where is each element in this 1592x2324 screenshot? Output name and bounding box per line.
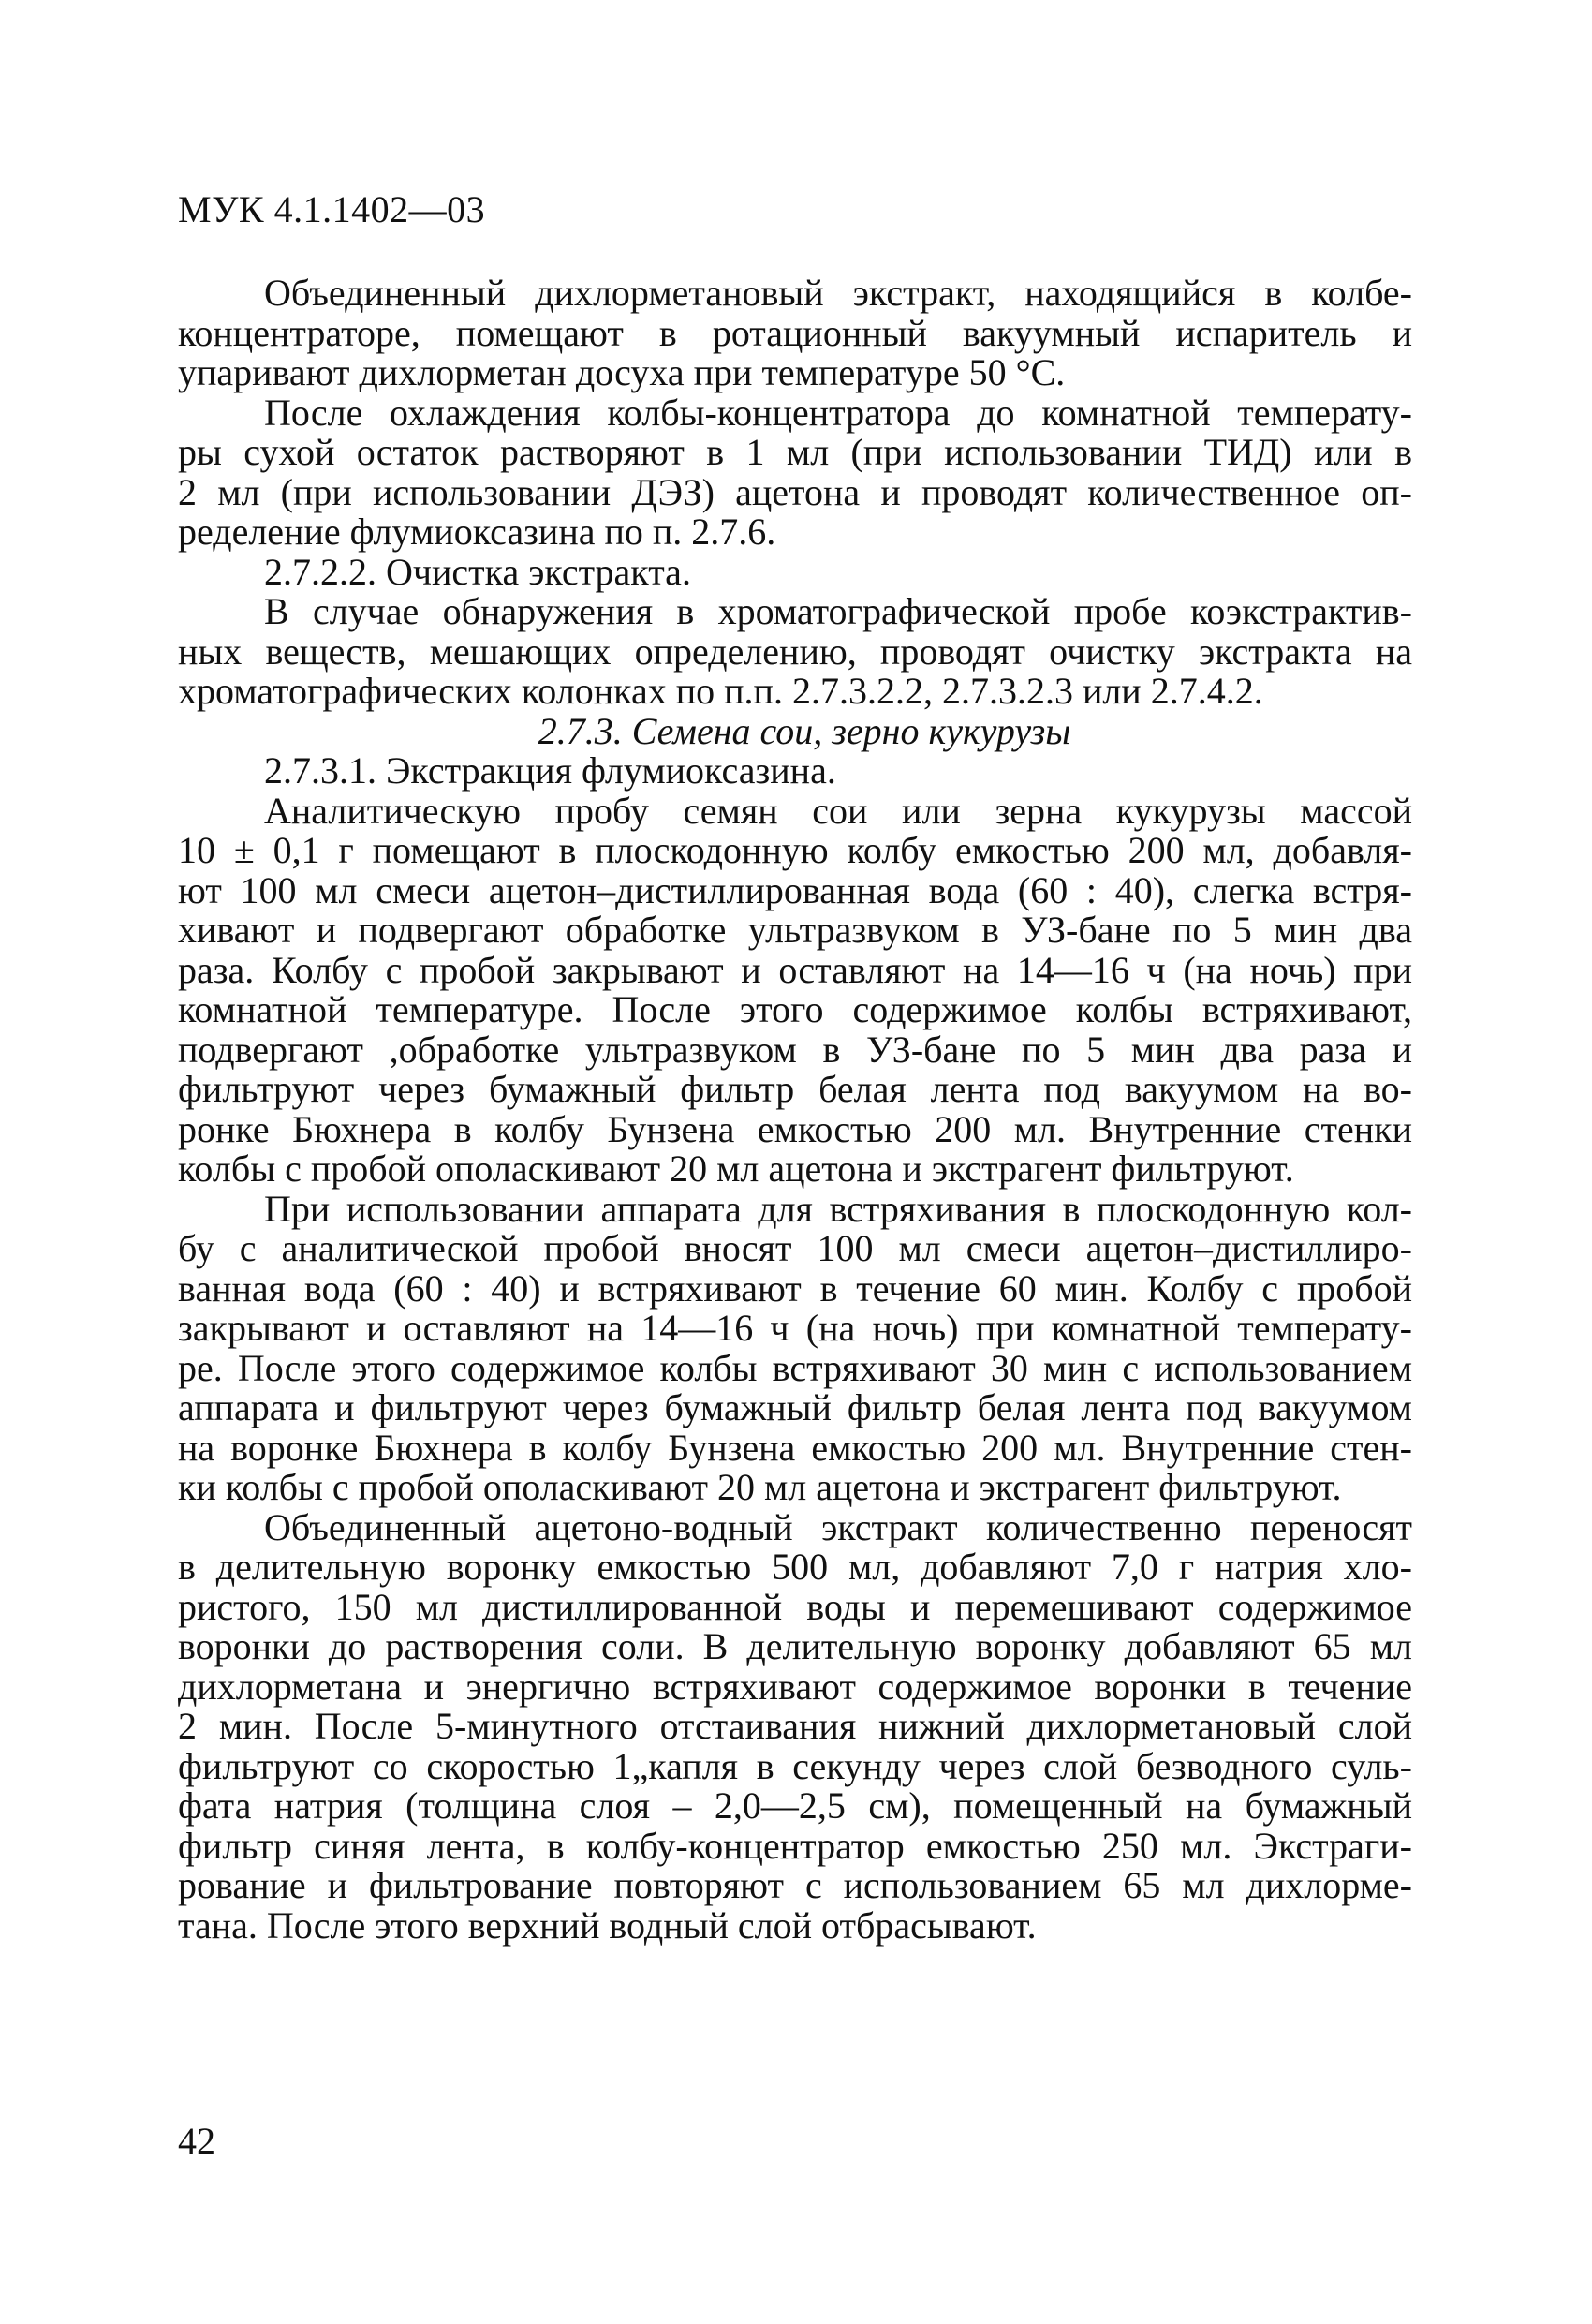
- paragraph: [178, 1505, 1412, 1947]
- text-line: ных веществ, мешающих определению, проводят очистку экстракта на: [178, 629, 1412, 673]
- text-line: 2.7.2.2. Очистка экстракта.: [264, 550, 691, 593]
- text-line: ры сухой остаток растворяют в 1 мл (при использовании ТИД) или в: [178, 431, 1412, 473]
- text-line: 2 мин. После 5-минутного отстаивания нижний дихлорметановый слой: [178, 1705, 1412, 1747]
- text-line: Объединенный ацетоно-водный экстракт количественно переносят: [264, 1505, 1412, 1548]
- page-number: 42: [178, 2120, 215, 2162]
- text-line: хивают и подвергают обработке ультразвуком в УЗ-бане по 5 мин два: [178, 909, 1412, 951]
- text-line: на воронке Бюхнера в колбу Бунзена емкостью 200 мл. Внутренние стен-: [178, 1426, 1412, 1469]
- text-line: колбы с пробой ополаскивают 20 мл ацетона и экстрагент фильтруют.: [178, 1147, 1294, 1190]
- text-line: бу с аналитической пробой вносят 100 мл смеси ацетон–дистиллиро-: [178, 1227, 1412, 1269]
- text-line: закрывают и оставляют на 14—16 ч (на ночь) при комнатной температу-: [178, 1307, 1412, 1349]
- text-line: в делительную воронку емкостью 500 мл, добавляют 7,0 г натрия хло-: [178, 1546, 1412, 1588]
- text-line: ванная вода (60 : 40) и встряхивают в течение 60 мин. Колбу с пробой: [178, 1266, 1412, 1310]
- text-line: Аналитическую пробу семян сои или зерна кукурузы массой: [264, 789, 1412, 832]
- text-line: фата натрия (толщина слоя – 2,0—2,5 см), помещенный на бумажный: [178, 1784, 1412, 1827]
- text-line: тана. После этого верхний водный слой отбрасывают.: [178, 1903, 1037, 1947]
- text-line: дихлорметана и энергично встряхивают содержимое воронки в течение: [178, 1665, 1412, 1708]
- text-line: фильтр синяя лента, в колбу-концентратор емкостью 250 мл. Экстраги-: [178, 1824, 1412, 1867]
- paragraph: [178, 592, 1412, 712]
- subsection-title: [178, 751, 1412, 792]
- text-line: ронке Бюхнера в колбу Бунзена емкостью 200 мл. Внутренние стенки: [178, 1107, 1412, 1150]
- text-line: ределение флумиоксазина по п. 2.7.6.: [178, 511, 776, 553]
- text-line: раза. Колбу с пробой закрывают и оставляют на 14—16 ч (на ночь) при: [178, 948, 1412, 991]
- text-line: ристого, 150 мл дистиллированной воды и перемешивают содержимое: [178, 1585, 1412, 1628]
- text-line: рование и фильтрование повторяют с использованием 65 мл дихлорме-: [178, 1864, 1412, 1906]
- section-heading: 2.7.3. Семена сои, зерно кукурузы: [538, 709, 1071, 752]
- text-line: хроматографических колонках по п.п. 2.7.3.2.2, 2.7.3.2.3 или 2.7.4.2.: [178, 670, 1263, 712]
- text-line: После охлаждения колбы-концентратора до комнатной температу-: [264, 391, 1412, 434]
- paragraph: [178, 1187, 1412, 1508]
- document-code: МУК 4.1.1402—03: [178, 188, 486, 230]
- document-body: [178, 274, 1412, 1946]
- text-line: упаривают дихлорметан досуха при температуре 50 °С.: [178, 351, 1066, 393]
- text-line: Объединенный дихлорметановый экстракт, находящийся в колбе-: [264, 272, 1412, 314]
- text-line: 10 ± 0,1 г помещают в плоскодонную колбу емкостью 200 мл, добавля-: [178, 829, 1412, 871]
- text-line: комнатной температуре. После этого содержимое колбы встряхивают,: [178, 988, 1412, 1030]
- text-line: фильтруют через бумажный фильтр белая лента под вакуумом на во-: [178, 1068, 1412, 1110]
- subsection-title: [178, 550, 1412, 593]
- text-line: ре. После этого содержимое колбы встряхивают 30 мин с использованием: [178, 1346, 1412, 1389]
- text-line: ют 100 мл смеси ацетон–дистиллированная вода (60 : 40), слегка встря-: [178, 868, 1412, 911]
- paragraph: [178, 274, 1412, 393]
- text-line: аппарата и фильтруют через бумажный фильтр белая лента под вакуумом: [178, 1386, 1412, 1428]
- text-line: 2 мл (при использовании ДЭЗ) ацетона и проводят количественное оп-: [178, 470, 1412, 513]
- paragraph: [178, 789, 1412, 1190]
- text-line: При использовании аппарата для встряхивания в плоскодонную кол-: [264, 1187, 1412, 1230]
- text-line: В случае обнаружения в хроматографической пробе коэкстрактив-: [264, 590, 1412, 632]
- text-line: ки колбы с пробой ополаскивают 20 мл ацетона и экстрагент фильтруют.: [178, 1466, 1342, 1508]
- text-line: фильтруют со скоростью 1„капля в секунду через слой безводного суль-: [178, 1744, 1412, 1787]
- text-line: воронки до растворения соли. В делительную воронку добавляют 65 мл: [178, 1625, 1412, 1667]
- text-line: подвергают ,обработке ультразвуком в УЗ-бане по 5 мин два раза и: [178, 1028, 1412, 1071]
- paragraph: [178, 393, 1412, 553]
- text-line: 2.7.3.1. Экстракция флумиоксазина.: [264, 749, 836, 792]
- text-line: концентраторе, помещают в ротационный вакуумный испаритель и: [178, 311, 1412, 354]
